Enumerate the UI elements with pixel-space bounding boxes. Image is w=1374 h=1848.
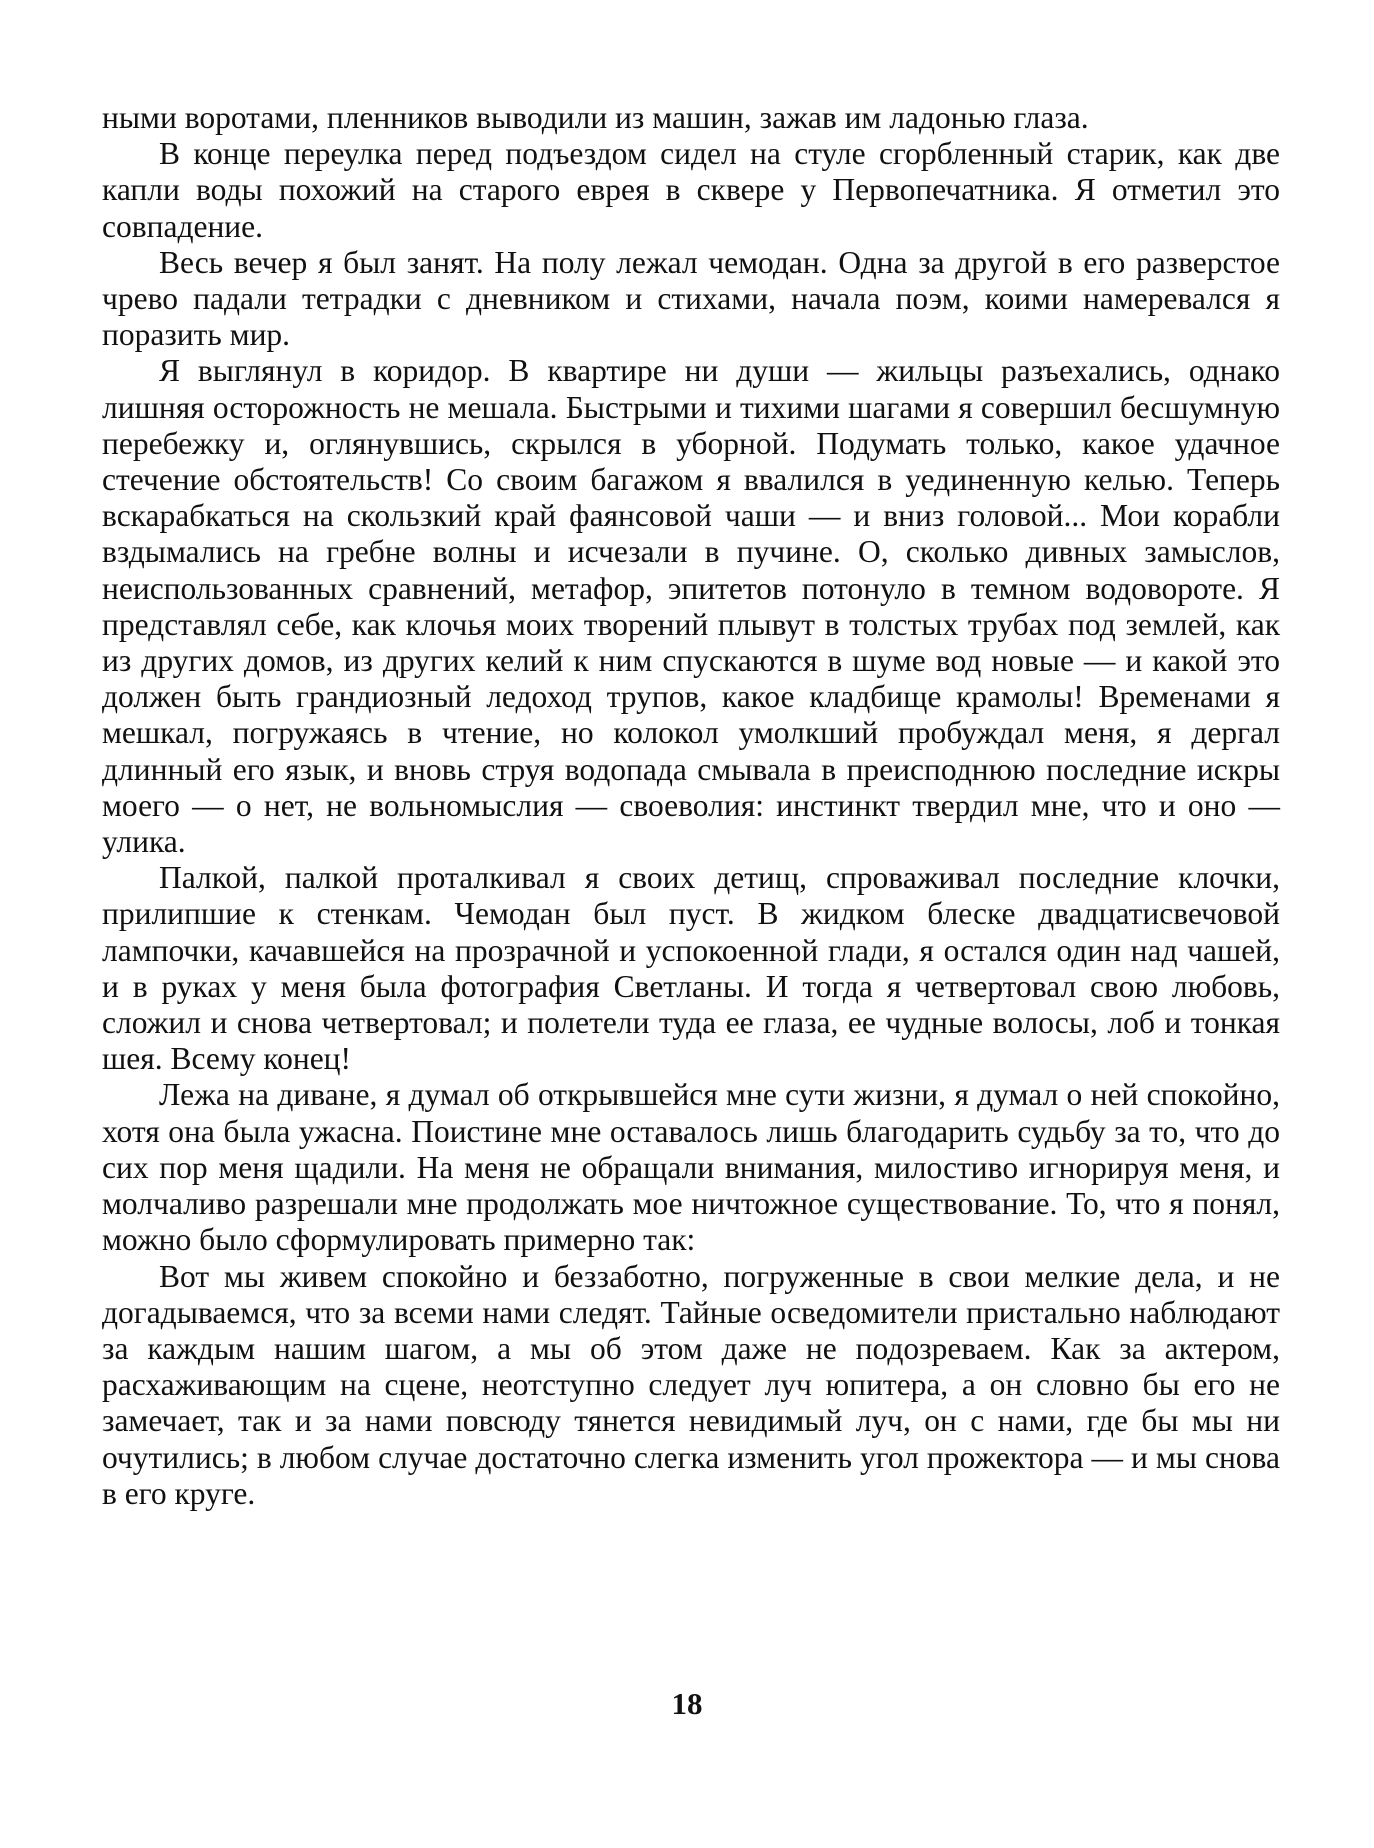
paragraph-corridor: Я выглянул в коридор. В квартире ни души — жильцы разъехались, однако лишняя осторожность не мешала. Быстрыми и тихими шагами я совершил бесшумную перебежку и, оглянувшись, скрылся в уборной. Подумать только, какое удачное стечение обстоятельств! Со своим багажом я ввалился в уединенную келью. Теперь вскарабкаться на скользкий край фаянсовой чаши — и вниз головой... Мои корабли вздымались на гребне волны и исчезали в пучине. О, сколько дивных замыслов, неиспользованных сравнений, метафор, эпитетов потонуло в темном водовороте. Я представлял себе, как клочья моих творений плывут в толстых трубах под землей, как из других домов, из других келий к ним спускаются в шуме вод новые — и какой это должен быть грандиозный ледоход трупов, какое кладбище крамолы! Временами я мешкал, погружаясь в чтение, но колокол умолкший пробуждал меня, я дергал длинный его язык, и вновь струя водопада смывала в преисподнюю последние искры моего — о нет, не вольномыслия — своеволия: инстинкт твердил мне, что и оно — улика. [102,353,1280,860]
paragraph-continuation: ными воротами, пленников выводили из машин, зажав им ладонью глаза. [102,100,1089,135]
paragraph-suitcase: Весь вечер я был занят. На полу лежал чемодан. Одна за другой в его разверстое чрево падали тетрадки с дневником и стихами, начала поэм, коими намеревался я поразить мир. [102,244,1280,353]
paragraph-old-man: В конце переулка перед подъездом сидел на стуле сгорбленный старик, как две капли воды похожий на старого еврея в сквере у Первопечатника. Я отметил это совпадение. [102,136,1280,244]
paragraph-sofa: Лежа на диване, я думал об открывшейся мне сути жизни, я думал о ней спокойно, хотя она была ужасна. Поистине мне оставалось лишь благодарить судьбу за то, что до сих пор меня щадили. На меня не обращали внимания, милостиво игнорируя меня, и молчаливо разрешали мне продолжать мое ничтожное существование. То, что я понял, можно было сформулировать примерно так: [102,1077,1280,1258]
paragraph-surveillance: Вот мы живем спокойно и беззаботно, погруженные в свои мелкие дела, и не догадываемся, что за всеми нами следят. Тайные осведомители пристально наблюдают за каждым нашим шагом, а мы об этом даже не подозреваем. Как за актером, расхаживающим на сцене, неотступно следует луч юпитера, а он словно бы его не замечает, так и за нами повсюду тянется невидимый луч, он с нами, где бы мы ни очутились; в любом случае достаточно слегка изменить угол прожектора — и мы снова в его круге. [102,1258,1280,1511]
page-number: 18 [671,1686,703,1721]
page-body [102,100,1280,1512]
paragraph-photograph: Палкой, палкой проталкивал я своих детищ, спроваживал последние клочки, прилипшие к стенкам. Чемодан был пуст. В жидком блеске двадцатисвечовой лампочки, качавшейся на прозрачной и успокоенной глади, я остался один над чашей, и в руках у меня была фотография Светланы. И тогда я четвертовал свою любовь, сложил и снова четвертовал; и полетели туда ее глаза, ее чудные волосы, лоб и тонкая шея. Всему конец! [102,860,1280,1077]
